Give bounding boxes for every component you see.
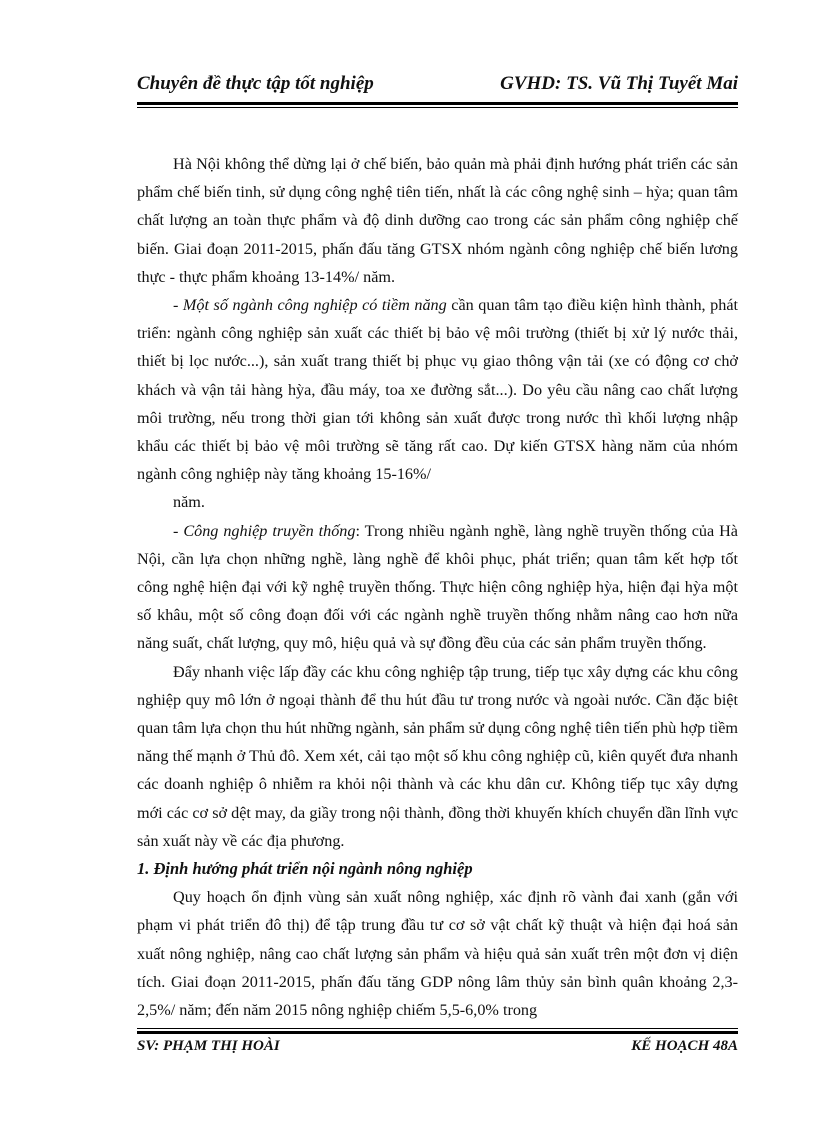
- header-title: Chuyên đề thực tập tốt nghiệp: [137, 73, 374, 94]
- document-body: [137, 150, 738, 1024]
- paragraph-2-text: cần quan tâm tạo điều kiện hình thành, phát triển: ngành công nghiệp sản xuất các thiết bị bảo vệ môi trường (thiết bị xử lý nước thải, thiết bị lọc nước...), sản xuất trang thiết bị phục vụ giao thông vận tải (xe có động cơ chở khách và vận tải hàng hỳa, đầu máy, toa xe đường sắt...). Do yêu cầu nâng cao chất lượng môi trường, nếu trong thời gian tới không sản xuất được trong nước thì khối lượng nhập khẩu các thiết bị bảo vệ môi trường sẽ tăng rất cao. Dự kiến GTSX hàng năm của nhóm ngành công nghiệp này tăng khoảng 15-16%/: [137, 296, 738, 484]
- paragraph-2: [137, 291, 738, 488]
- header-rule: [137, 102, 738, 108]
- section-heading: 1. Định hướng phát triển nội ngành nông nghiệp: [137, 859, 473, 879]
- footer-student: SV: PHẠM THỊ HOÀI: [137, 1038, 280, 1054]
- page-footer: [137, 1038, 738, 1062]
- paragraph-3-text: : Trong nhiều ngành nghề, làng nghề truyền thống của Hà Nội, cần lựa chọn những nghề, làng nghề để khôi phục, phát triển; quan tâm kết hợp tốt công nghệ hiện đại với kỹ nghệ truyền thống. Thực hiện công nghiệp hỳa, hiện đại hỳa một số khâu, một số công đoạn đối với các ngành nghề truyền thống nhằm nâng cao hơn nữa năng suất, chất lượng, quy mô, hiệu quả và sự đồng đều của các sản phẩm truyền thống.: [137, 521, 738, 653]
- paragraph-2-tail: năm.: [173, 493, 205, 512]
- paragraph-2-lead: - Một số ngành công nghiệp có tiềm năng: [173, 296, 447, 315]
- footer-class: KẾ HOẠCH 48A: [631, 1038, 738, 1054]
- paragraph-5: Quy hoạch ổn định vùng sản xuất nông nghiệp, xác định rõ vành đai xanh (gắn với phạm vi phát triển đô thị) để tập trung đầu tư cơ sở vật chất kỹ thuật và hiện đại hoá sản xuất nông nghiệp, nâng cao chất lượng sản phẩm và hiệu quả sản xuất trên một đơn vị diện tích. Giai đoạn 2011-2015, phấn đấu tăng GDP nông lâm thủy sản bình quân khoảng 2,3-2,5%/ năm; đến năm 2015 nông nghiệp chiếm 5,5-6,0% trong: [137, 888, 738, 1020]
- footer-rule: [137, 1028, 738, 1034]
- header-supervisor: GVHD: TS. Vũ Thị Tuyết Mai: [500, 73, 738, 94]
- paragraph-3: [137, 517, 738, 658]
- paragraph-4: Đẩy nhanh việc lấp đầy các khu công nghiệp tập trung, tiếp tục xây dựng các khu công nghiệp quy mô lớn ở ngoại thành để thu hút đầu tư trong nước và ngoài nước. Cần đặc biệt quan tâm lựa chọn thu hút những ngành, sản phẩm sử dụng công nghệ tiên tiến phù hợp tiềm năng thế mạnh ở Thủ đô. Xem xét, cải tạo một số khu công nghiệp cũ, kiên quyết đưa nhanh các doanh nghiệp ô nhiễm ra khỏi nội thành và các khu dân cư. Không tiếp tục xây dựng mới các cơ sở dệt may, da giầy trong nội thành, đồng thời khuyến khích chuyển dần lĩnh vực sản xuất này về các địa phương.: [137, 662, 738, 850]
- paragraph-1: Hà Nội không thể dừng lại ở chế biến, bảo quản mà phải định hướng phát triển các sản phẩm chế biến tinh, sử dụng công nghệ tiên tiến, nhất là các công nghệ sinh – hỳa; quan tâm chất lượng an toàn thực phẩm và độ dinh dưỡng cao trong các sản phẩm công nghiệp chế biến. Giai đoạn 2011-2015, phấn đấu tăng GTSX nhóm ngành công nghiệp chế biến lương thực - thực phẩm khoảng 13-14%/ năm.: [137, 155, 738, 286]
- page-header: [137, 73, 738, 101]
- paragraph-3-lead: - Công nghiệp truyền thống: [173, 521, 356, 540]
